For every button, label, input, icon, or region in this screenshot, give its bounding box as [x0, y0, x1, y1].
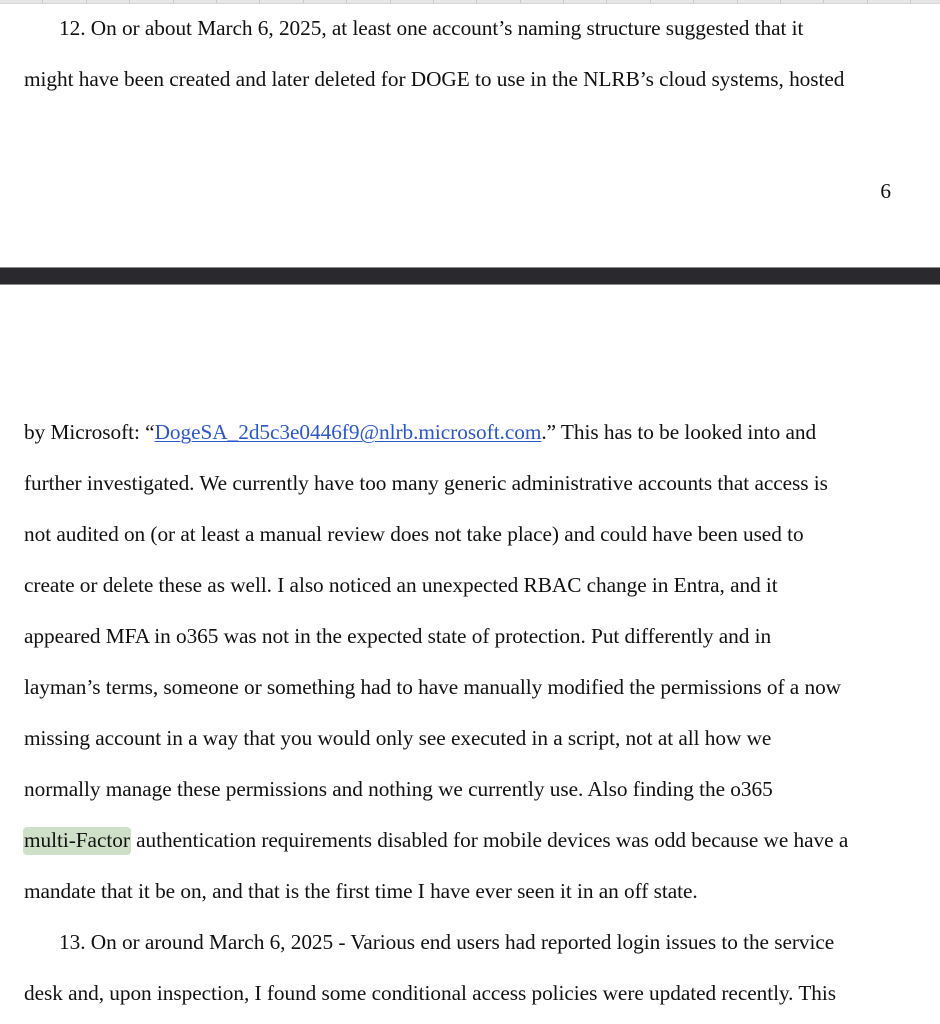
body-line-7: missing account in a way that you would only see executed in a script, not at all how we: [24, 726, 772, 750]
ruler-tick: [434, 0, 477, 3]
highlighted-text[interactable]: multi-Factor: [23, 827, 131, 855]
ruler-tick: [87, 0, 130, 3]
ruler-tick: [0, 0, 43, 3]
page-break-separator: [0, 267, 940, 285]
ruler-tick: [911, 0, 940, 3]
paragraph-13-line-2: desk and, upon inspection, I found some conditional access policies were updated recently. This: [24, 981, 836, 1005]
body-line-1: [24, 419, 816, 445]
ruler-tick: [391, 0, 434, 3]
paragraph-13-line-1: 13. On or around March 6, 2025 - Various end users had reported login issues to the service: [59, 930, 835, 954]
body-line-10: mandate that it be on, and that is the first time I have ever seen it in an off state.: [24, 879, 698, 903]
ruler-tick: [868, 0, 911, 3]
ruler-tick: [260, 0, 303, 3]
ruler-tick: [738, 0, 781, 3]
text-before-link: by Microsoft: “: [24, 420, 155, 444]
ruler-tick: [130, 0, 173, 3]
text-after-highlight: authentication requirements disabled for mobile devices was odd because we have a: [130, 828, 849, 852]
body-line-5: appeared MFA in o365 was not in the expected state of protection. Put differently and in: [24, 624, 772, 648]
page-number: 6: [880, 179, 891, 203]
document-page-7: [0, 285, 940, 1024]
ruler-tick: [217, 0, 260, 3]
body-line-3: not audited on (or at least a manual review does not take place) and could have been used to: [24, 522, 804, 546]
text-after-link: .” This has to be looked into and: [541, 420, 817, 444]
document-page-6: [0, 4, 940, 267]
ruler-tick: [651, 0, 694, 3]
ruler-tick: [607, 0, 650, 3]
email-link[interactable]: DogeSA_2d5c3e0446f9@nlrb.microsoft.com: [154, 420, 542, 444]
ruler-tick: [304, 0, 347, 3]
paragraph-12-line-1: 12. On or about March 6, 2025, at least one account’s naming structure suggested that it: [59, 16, 804, 40]
body-line-9: [24, 827, 848, 853]
body-line-6: layman’s terms, someone or something had to have manually modified the permissions of a now: [24, 675, 841, 699]
body-line-4: create or delete these as well. I also noticed an unexpected RBAC change in Entra, and it: [24, 573, 778, 597]
ruler-tick: [694, 0, 737, 3]
ruler-tick: [174, 0, 217, 3]
body-line-8: normally manage these permissions and nothing we currently use. Also finding the o365: [24, 777, 773, 801]
paragraph-12-line-2: might have been created and later deleted for DOGE to use in the NLRB’s cloud systems, hosted: [24, 67, 845, 91]
body-line-2: further investigated. We currently have too many generic administrative accounts that access is: [24, 471, 828, 495]
ruler-tick: [781, 0, 824, 3]
ruler-tick: [521, 0, 564, 3]
ruler-tick: [477, 0, 520, 3]
ruler-tick: [824, 0, 867, 3]
ruler-tick: [564, 0, 607, 3]
ruler-tick: [43, 0, 86, 3]
ruler-tick: [347, 0, 390, 3]
